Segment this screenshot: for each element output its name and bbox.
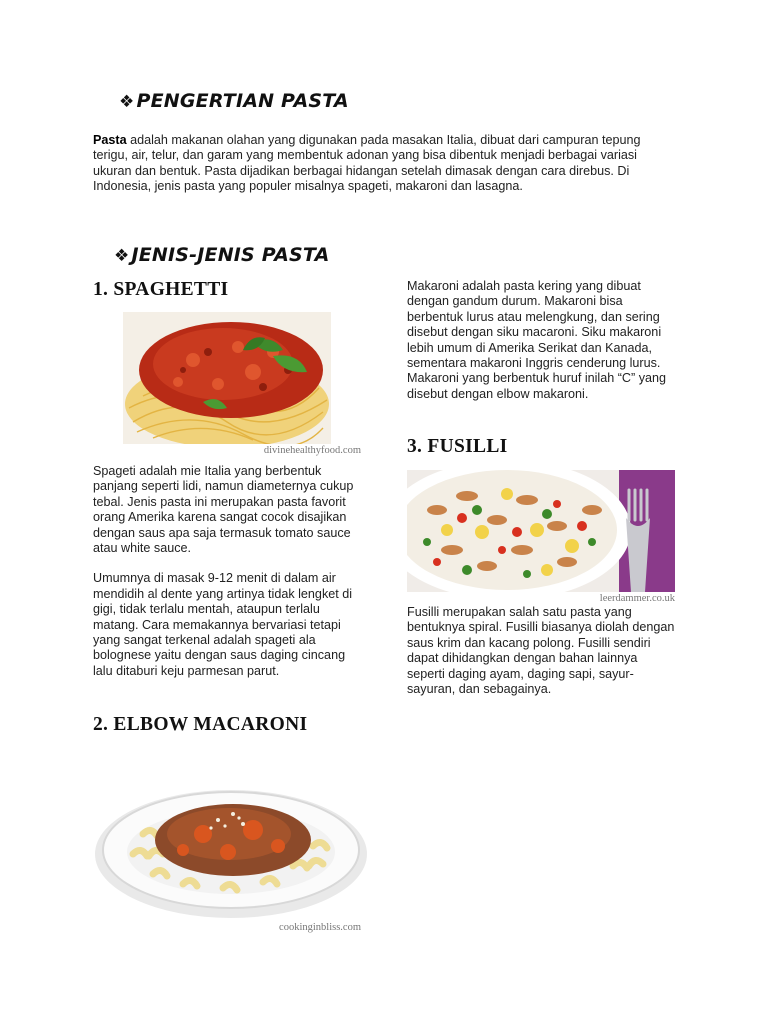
diamond-bullet-icon: ❖ — [114, 246, 130, 266]
diamond-bullet-icon: ❖ — [119, 92, 135, 112]
section-title-fusilli: 3. FUSILLI — [407, 436, 508, 457]
heading-jenis-text: JENIS-JENIS PASTA — [131, 244, 330, 266]
intro-bold-term: Pasta — [93, 133, 127, 147]
heading-pengertian-pasta — [119, 90, 349, 112]
macaroni-photo-caption: cookinginbliss.com — [279, 922, 361, 933]
section-title-spaghetti: 1. SPAGHETTI — [93, 279, 229, 300]
fusilli-photo-caption: leerdammer.co.uk — [599, 593, 675, 604]
fusilli-description: Fusilli merupakan salah satu pasta yang bentuknya spiral. Fusilli biasanya diolah dengan saus krim dan kacang polong. Fusilli sendiri dapat dihidangkan dengan bahan lainnya seperti daging ayam, daging sapi, sayur-sayuran, dan sebagainya. — [407, 605, 675, 697]
intro-paragraph — [93, 133, 673, 195]
spaghetti-paragraph-2: Umumnya di masak 9-12 menit di dalam air mendidih al dente yang artinya tidak lengket di gigi, tidak terlalu mentah, ataupun terlalu matang. Cara memakannya bervariasi tetapi yang sangat terkenal adalah spageti ala bolognese yaitu dengan saus daging cincang lalu ditaburi keju parmesan parut. — [93, 571, 353, 678]
macaroni-description: Makaroni adalah pasta kering yang dibuat dengan gandum durum. Makaroni bisa berbentuk lurus atau melengkung, dan sering disebut dengan siku macaroni. Siku makaroni lebih umum di Amerika Serikat dan Kanada, sementara makaroni Inggris cenderung lurus. Makaroni yang berbentuk huruf inilah “C” yang disebut dengan elbow makaroni. — [407, 279, 667, 401]
intro-text: adalah makanan olahan yang digunakan pada masakan Italia, dibuat dari campuran tepung terigu, air, telur, dan garam yang membentuk adonan yang bisa dibentuk menjadi berbagai variasi ukuran dan bentuk. Pasta dijadikan berbagai hidangan setelah dimasak dengan cara direbus. Di Indonesia, jenis pasta yang populer misalnya spageti, makaroni dan lasagna. — [93, 133, 641, 194]
section-title-elbow-macaroni: 2. ELBOW MACARONI — [93, 714, 308, 735]
heading-jenis-jenis-pasta — [114, 244, 330, 266]
spaghetti-description — [93, 464, 368, 679]
macaroni-photo — [93, 754, 368, 921]
spaghetti-paragraph-1: Spageti adalah mie Italia yang berbentuk panjang seperti lidi, namun diameternya cukup tebal. Jenis pasta ini merupakan pasta favorit orang Amerika karena sangat cocok disajikan dengan saus apa saja termasuk tomato sauce atau white sauce. — [93, 464, 354, 556]
spaghetti-photo — [123, 312, 331, 444]
spaghetti-photo-caption: divinehealthyfood.com — [263, 445, 361, 456]
heading-pengertian-text: PENGERTIAN PASTA — [136, 90, 349, 112]
fusilli-photo — [407, 470, 675, 592]
